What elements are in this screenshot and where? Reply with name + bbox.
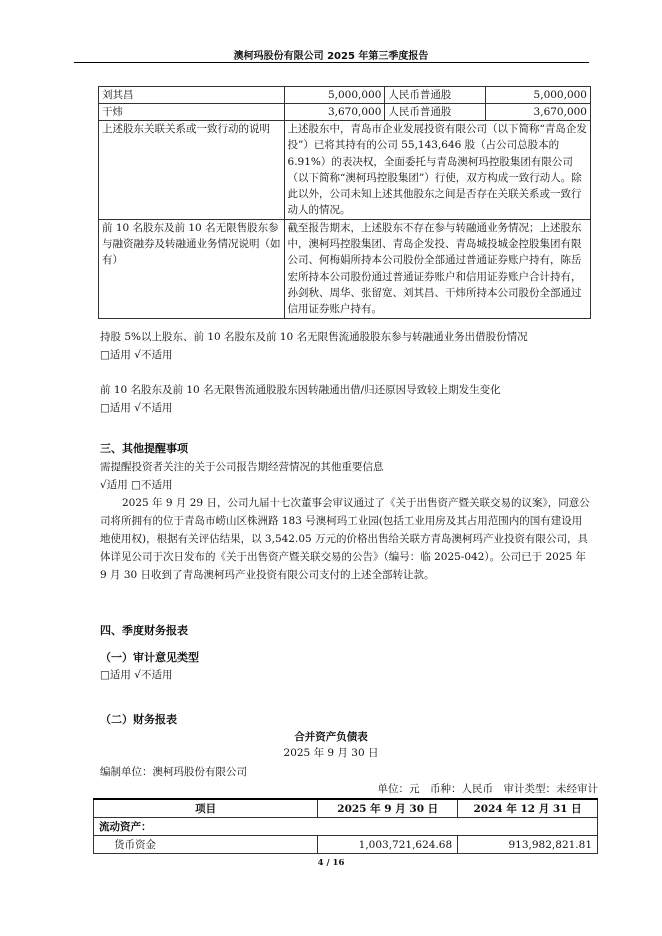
table-row (99, 87, 591, 104)
balance-sheet-table (93, 798, 598, 854)
lending-choice: □适用 √不适用 (100, 349, 173, 361)
shareholder-table (98, 86, 591, 319)
section-3-subtitle: 需提醒投资者关注的关于公司报告期经营情况的其他重要信息 (100, 461, 384, 473)
column-header: 2024 年 12 月 31 日 (458, 799, 598, 818)
holder-name: 刘其昌 (99, 87, 285, 104)
share-count: 5,000,000 (486, 87, 591, 104)
table-row (94, 836, 598, 854)
share-type: 人民币普通股 (385, 104, 486, 121)
change-title: 前 10 名股东及前 10 名无限售流通股股东因转融通出借/归还原因导致较上期发生变化 (100, 384, 501, 396)
column-header: 2025 年 9 月 30 日 (318, 799, 458, 818)
audit-title: （一）审计意见类型 (100, 651, 199, 664)
table-row (99, 219, 591, 318)
section-3-paragraph: 2025 年 9 月 29 日，公司九届十七次董事会审议通过了《关于出售资产暨关联交易的议案》，同意公司将所拥有的位于青岛市崂山区株洲路 183 号澳柯玛工业园(包括工业用房及其占用范围内的国有建设用地使用权)，根据有关评估结果，以 3,542.05 万元的价格出售给关联方青岛澳柯玛产业投资有限公司，具体详见公司于次日发布的《关于出售资产暨关联交易的公告》（编号：临 2025-042）。公司已于 2025 年 9 月 30 日收到了青岛澳柯玛产业投资有限公司支付的上述全部转让款。 (100, 497, 590, 581)
table-row (94, 818, 598, 836)
compiler-company: 编制单位：澳柯玛股份有限公司 (100, 766, 247, 778)
holder-shares: 3,670,000 (284, 104, 385, 121)
reports-title: （二）财务报表 (100, 713, 177, 726)
column-header: 项目 (94, 799, 318, 818)
header-rule (74, 62, 589, 63)
section-4-title: 四、季度财务报表 (100, 624, 188, 637)
row-current-value: 1,003,721,624.68 (318, 836, 458, 854)
margin-content: 截至报告期末，上述股东不存在参与转融通业务情况；上述股东中，澳柯玛控股集团、青岛企发投、青岛城投城金控股集团有限公司、何梅娟所持本公司股份全部通过普通证券账户持有，陈岳宏所持本公司股份通过普通证券账户和信用证券账户合计持有，孙剑秋、周华、张留宽、刘其昌、干炜所持本公司股份全部通过信用证券账户持有。 (284, 219, 590, 318)
lending-title: 持股 5%以上股东、前 10 名股东及前 10 名无限售流通股股东参与转融通业务出借股份情况 (100, 331, 528, 343)
section-label: 流动资产： (94, 818, 598, 836)
section-3-title: 三、其他提醒事项 (100, 442, 188, 455)
row-prior-value: 913,982,821.81 (458, 836, 598, 854)
holder-name: 干炜 (99, 104, 285, 121)
units-line: 单位：元 币种：人民币 审计类型：未经审计 (377, 783, 598, 795)
holder-shares: 5,000,000 (284, 87, 385, 104)
share-count: 3,670,000 (486, 104, 591, 121)
share-type: 人民币普通股 (385, 87, 486, 104)
table-header-row (94, 799, 598, 818)
relation-label: 上述股东关联关系或一致行动的说明 (99, 121, 285, 220)
section-3-choice: √适用 □不适用 (100, 479, 173, 491)
balance-sheet-date: 2025 年 9 月 30 日 (283, 747, 379, 759)
page-number: 4 / 16 (317, 858, 345, 868)
relation-content: 上述股东中，青岛市企业发展投资有限公司（以下简称“青岛企发投”）已将其持有的公司 55,143,646 股（占公司总股本的 6.91%）的表决权，全面委托与青岛澳柯玛控股集团有限公司（以下简称“澳柯玛控股集团”）行使，双方构成一致行动人。除此以外，公司未知上述其他股东之间是否存在关联关系或一致行动人的情况。 (284, 121, 590, 220)
margin-label: 前 10 名股东及前 10 名无限售股东参与融资融券及转融通业务情况说明（如有） (99, 219, 285, 318)
change-choice: □适用 √不适用 (100, 402, 173, 414)
audit-choice: □适用 √不适用 (100, 669, 173, 681)
row-item: 货币资金 (94, 836, 318, 854)
balance-sheet-title: 合并资产负债表 (294, 731, 368, 743)
table-row (99, 104, 591, 121)
table-row (99, 121, 591, 220)
report-header-title: 澳柯玛股份有限公司 2025 年第三季度报告 (233, 51, 429, 62)
